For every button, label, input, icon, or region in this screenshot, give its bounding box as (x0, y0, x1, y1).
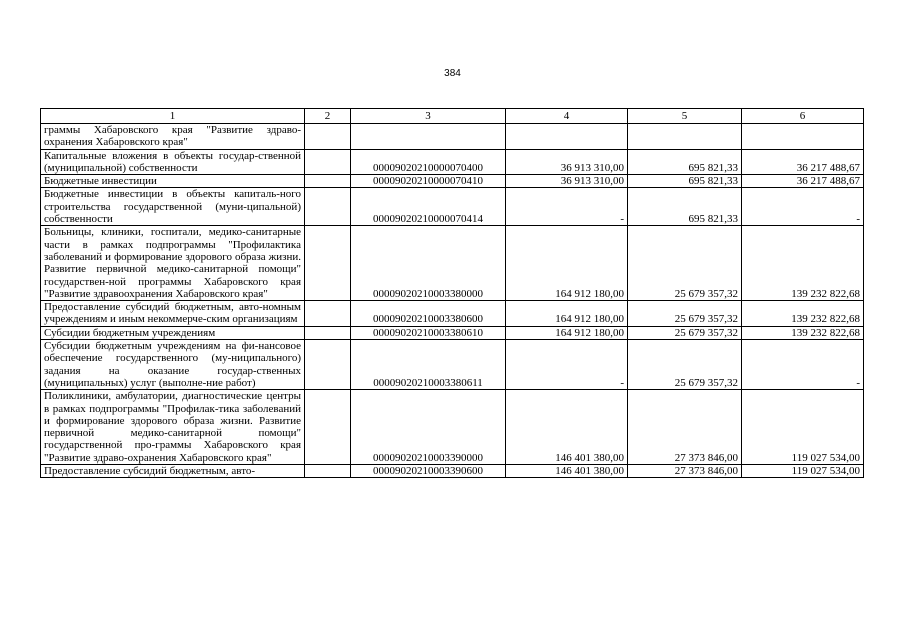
table-row (41, 149, 864, 175)
row-col2-cell (305, 390, 351, 465)
row-col5-cell: 27 373 846,00 (628, 390, 742, 465)
row-name-cell: Предоставление субсидий бюджетным, авто- (41, 465, 305, 478)
row-col6-cell: 139 232 822,68 (742, 226, 864, 301)
row-col2-cell (305, 188, 351, 226)
row-code-cell: 00009020210000070400 (351, 149, 506, 175)
row-name-cell: Больницы, клиники, госпитали, медико-санитарные части в рамках подпрограммы "Профилактика заболеваний и формирование здорового образа жизни. Развитие первичной медико-санитарной помощи" государствен-ной программы Хабаровского края "Развитие здравоохранения Хабаровского края" (41, 226, 305, 301)
row-col5-cell: 25 679 357,32 (628, 226, 742, 301)
budget-table (40, 108, 864, 478)
row-col4-cell: 164 912 180,00 (506, 226, 628, 301)
row-name-cell: Бюджетные инвестиции в объекты капиталь-ного строительства государственной (муни-ципальной) собственности (41, 188, 305, 226)
row-col5-cell (628, 124, 742, 150)
row-code-cell: 00009020210003380600 (351, 301, 506, 327)
row-code-cell: 00009020210003390600 (351, 465, 506, 478)
column-header-3: 3 (351, 109, 506, 124)
row-name-cell: Капитальные вложения в объекты государ-ственной (муниципальной) собственности (41, 149, 305, 175)
row-col6-cell: 119 027 534,00 (742, 390, 864, 465)
row-col6-cell: 139 232 822,68 (742, 326, 864, 339)
row-col4-cell: - (506, 188, 628, 226)
row-col4-cell (506, 124, 628, 150)
column-header-5: 5 (628, 109, 742, 124)
row-name-cell: Субсидии бюджетным учреждениям (41, 326, 305, 339)
row-col2-cell (305, 226, 351, 301)
table-row (41, 340, 864, 390)
table-row (41, 175, 864, 188)
row-col4-cell: 36 913 310,00 (506, 175, 628, 188)
row-col6-cell: 36 217 488,67 (742, 149, 864, 175)
row-name-cell: граммы Хабаровского края "Развитие здраво-охранения Хабаровского края" (41, 124, 305, 150)
page-number: 384 (444, 68, 461, 79)
row-col2-cell (305, 465, 351, 478)
row-col4-cell: 164 912 180,00 (506, 326, 628, 339)
row-col6-cell: 139 232 822,68 (742, 301, 864, 327)
row-col6-cell: 36 217 488,67 (742, 175, 864, 188)
row-col6-cell: - (742, 188, 864, 226)
table-row (41, 390, 864, 465)
table-row (41, 326, 864, 339)
row-col4-cell: 146 401 380,00 (506, 390, 628, 465)
row-col2-cell (305, 326, 351, 339)
row-code-cell: 00009020210000070414 (351, 188, 506, 226)
column-header-2: 2 (305, 109, 351, 124)
row-col6-cell (742, 124, 864, 150)
row-col5-cell: 25 679 357,32 (628, 301, 742, 327)
table-row (41, 226, 864, 301)
row-col2-cell (305, 175, 351, 188)
row-name-cell: Бюджетные инвестиции (41, 175, 305, 188)
column-header-4: 4 (506, 109, 628, 124)
table-row (41, 124, 864, 150)
row-col2-cell (305, 124, 351, 150)
row-col5-cell: 695 821,33 (628, 175, 742, 188)
row-col4-cell: - (506, 340, 628, 390)
row-col4-cell: 146 401 380,00 (506, 465, 628, 478)
row-code-cell: 00009020210003380610 (351, 326, 506, 339)
row-col2-cell (305, 149, 351, 175)
row-name-cell: Поликлиники, амбулатории, диагностические центры в рамках подпрограммы "Профилак-тика заболеваний и формирование здорового образа жизни. Развитие первичной медико-санитарной помощи" государственной про-граммы Хабаровского края "Развитие здраво-охранения Хабаровского края" (41, 390, 305, 465)
row-code-cell: 00009020210003380000 (351, 226, 506, 301)
row-col2-cell (305, 340, 351, 390)
row-col5-cell: 27 373 846,00 (628, 465, 742, 478)
row-col6-cell: - (742, 340, 864, 390)
row-col6-cell: 119 027 534,00 (742, 465, 864, 478)
row-name-cell: Предоставление субсидий бюджетным, авто-номным учреждениям и иным некоммерче-ским организациям (41, 301, 305, 327)
row-name-cell: Субсидии бюджетным учреждениям на фи-нансовое обеспечение государственного (му-ниципального) задания на оказание государ-ственных (муниципальных) услуг (выполне-ние работ) (41, 340, 305, 390)
table-row (41, 301, 864, 327)
row-col2-cell (305, 301, 351, 327)
table-row (41, 465, 864, 478)
column-header-6: 6 (742, 109, 864, 124)
row-col5-cell: 25 679 357,32 (628, 326, 742, 339)
table-row (41, 188, 864, 226)
row-code-cell: 00009020210003390000 (351, 390, 506, 465)
row-col5-cell: 695 821,33 (628, 149, 742, 175)
row-col5-cell: 695 821,33 (628, 188, 742, 226)
row-code-cell (351, 124, 506, 150)
row-col4-cell: 36 913 310,00 (506, 149, 628, 175)
row-col5-cell: 25 679 357,32 (628, 340, 742, 390)
column-number-row (41, 109, 864, 124)
row-code-cell: 00009020210000070410 (351, 175, 506, 188)
column-header-1: 1 (41, 109, 305, 124)
row-code-cell: 00009020210003380611 (351, 340, 506, 390)
row-col4-cell: 164 912 180,00 (506, 301, 628, 327)
